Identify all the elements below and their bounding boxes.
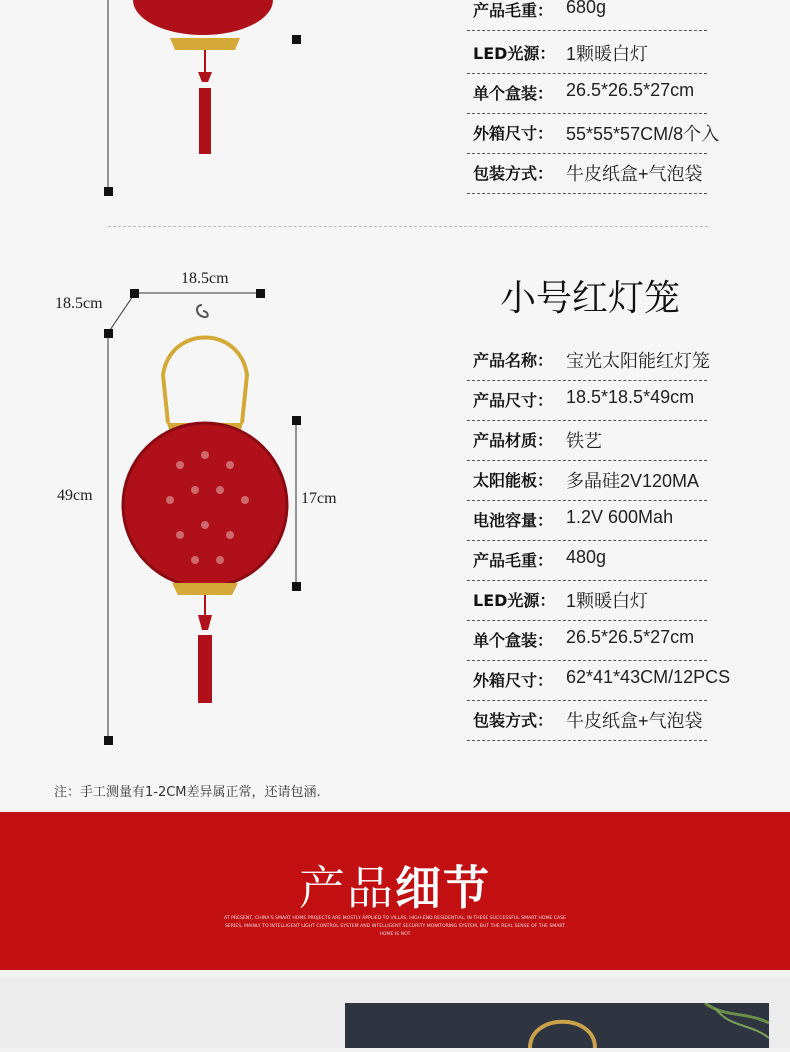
spec-label: 包装方式： [473,711,554,730]
detail-photo [345,1003,769,1048]
banner-subtitle: AT PRESENT, CHINA'S SMART HOME PROJECTS ARE MOSTLY APPLIED TO VILLAS, HIGH-END RESIDENTIAL, IN THESE SUCCESSFUL SMART HOME CASE SERIES, MAINLY TO INTELLIGENT LIGHT CONTROL SYSTEM AND INTELLIGENT SECURITY MONITORING SYSTEM, BUT THE REAL SENSE OF THE SMART HOME IS NOT [224,916,566,937]
spec-value: 1颗暖白灯 [566,44,649,64]
spec-row [467,0,707,31]
measure-dot [292,416,301,425]
spec-value: 18.5*18.5*49cm [566,387,695,407]
banner-title-normal: 产品 [299,861,395,915]
detail-banner [0,812,790,970]
spec-row [467,500,707,541]
spec-value: 62*41*43CM/12PCS [566,667,731,687]
spec-row [467,660,731,701]
dimension-width: 18.5cm [181,270,229,287]
spec-value: 26.5*26.5*27cm [566,627,695,647]
spec-value: 1.2V 600Mah [566,507,674,527]
measurement-note: 注：手工测量有1-2CM差异属正常，还请包涵. [54,785,321,800]
spec-label: 产品毛重： [473,1,554,20]
spec-value: 1颗暖白灯 [566,591,649,611]
section-divider [108,226,708,227]
lantern-top-image [100,0,320,200]
spec-label: 外箱尺寸： [473,671,554,690]
spec-value: 26.5*26.5*27cm [566,80,695,100]
spec-row [467,580,707,621]
spec-row [467,340,710,381]
spec-row [467,420,707,461]
dimension-body: 17cm [301,490,337,507]
spec-label: 产品尺寸： [473,391,554,410]
measure-dot [292,35,301,44]
measure-dot [256,289,265,298]
spec-row [467,153,707,194]
detail-photo-graphic [345,1003,769,1048]
spec-row [467,113,720,154]
spec-label: 产品毛重： [473,551,554,570]
spec-label: 包装方式： [473,164,554,183]
dimension-height: 49cm [57,487,93,504]
spec-row [467,620,707,661]
spec-value: 牛皮纸盒+气泡袋 [566,164,703,184]
measure-dot [292,582,301,591]
spec-row [467,700,707,741]
spec-row [467,540,707,581]
spec-row [467,460,707,501]
spec-label: 电池容量： [473,511,554,530]
spec-value: 牛皮纸盒+气泡袋 [566,711,703,731]
spec-label: 产品材质： [473,431,554,450]
spec-label: 单个盒装： [473,84,554,103]
measure-dot [130,289,139,298]
product-title: 小号红灯笼 [499,278,680,319]
spec-label: LED光源： [473,44,556,63]
measure-dot [104,736,113,745]
spec-value: 480g [566,547,607,567]
spec-value: 680g [566,0,607,17]
spec-value: 铁艺 [566,431,602,451]
spec-label: 单个盒装： [473,631,554,650]
measure-dot [104,187,113,196]
measure-dot [104,329,113,338]
banner-title-bold: 细节 [395,861,491,915]
spec-label: 太阳能板： [473,471,554,490]
spec-value: 55*55*57CM/8个入 [566,124,720,144]
spec-label: 产品名称： [473,351,554,370]
dimension-diagonal: 18.5cm [55,295,103,312]
spec-row [467,73,707,114]
spec-row [467,380,707,421]
spec-label: 外箱尺寸： [473,124,554,143]
spec-label: LED光源： [473,591,556,610]
small-lantern-image [100,285,320,745]
banner-title [0,852,790,918]
spec-row [467,33,707,74]
spec-value: 多晶硅2V120MA [566,471,700,491]
spec-value: 宝光太阳能红灯笼 [566,351,710,371]
